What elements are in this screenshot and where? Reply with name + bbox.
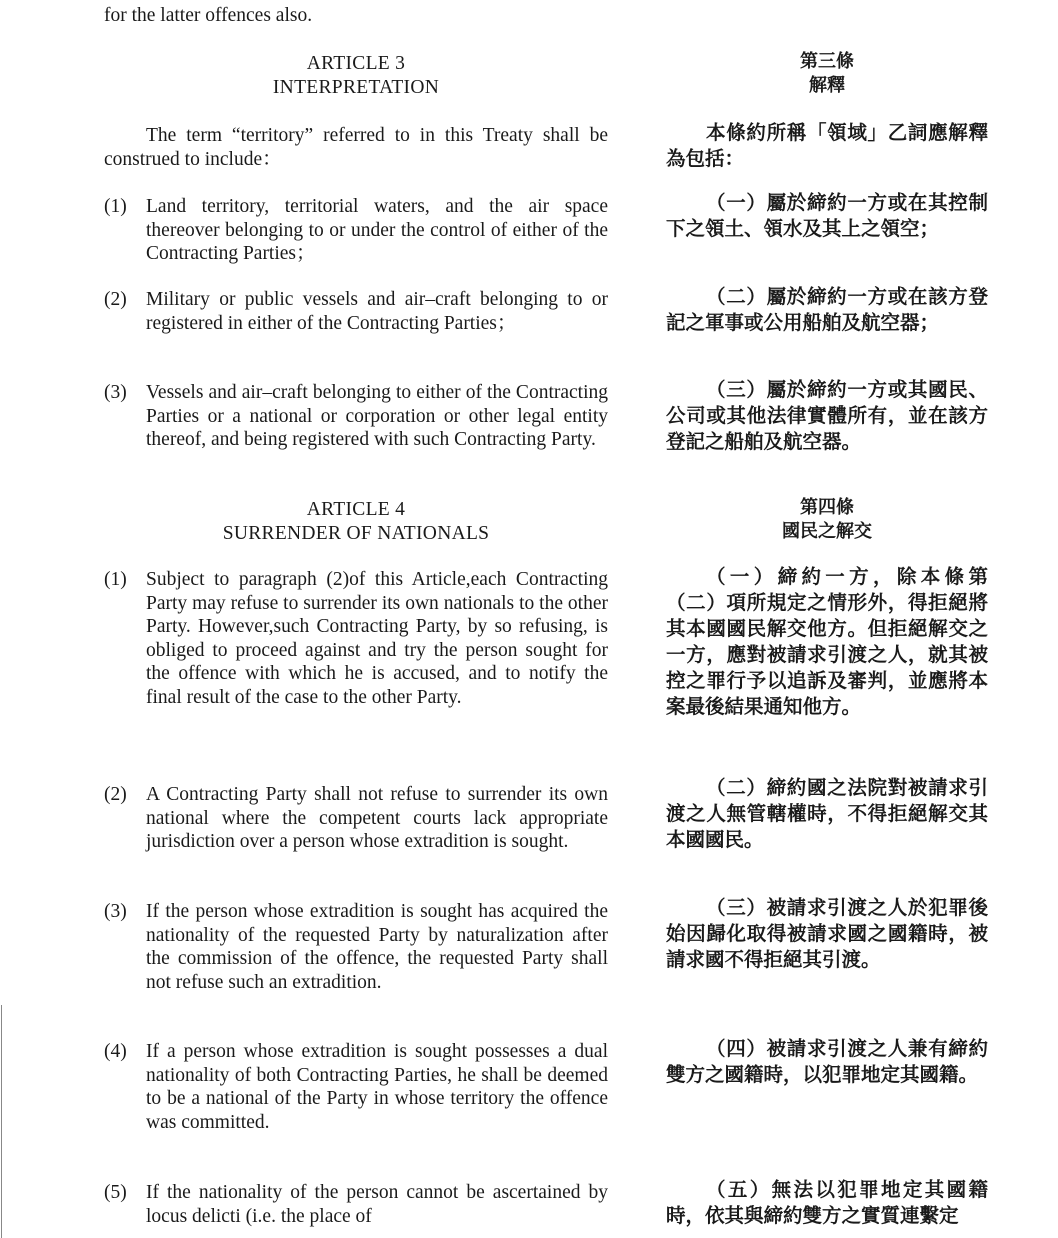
item-text: Military or public vessels and air–craft belonging to or registered in either of the Contracting Parties； bbox=[146, 289, 608, 334]
article3-item-1-zh: （一）屬於締約一方或在其控制下之領土、領水及其上之領空； bbox=[666, 191, 988, 240]
article3-title-zh: 第三條 bbox=[800, 51, 854, 72]
article3-item-1-en bbox=[104, 195, 608, 266]
article4-item-1-zh: （一）締約一方，除本條第（二）項所規定之情形外，得拒絕將其本國國民解交他方。但拒絕解交之一方，應對被請求引渡之人，就其被控之罪行予以追訴及審判，並應將本案最後結果通知他方。 bbox=[666, 565, 988, 718]
article4-item-5-zh: （五）無法以犯罪地定其國籍時，依其與締約雙方之實質連繫定 bbox=[666, 1178, 988, 1227]
article3-item-2-zh: （二）屬於締約一方或在該方登記之軍事或公用船舶及航空器； bbox=[666, 285, 988, 334]
article3-item-3-en bbox=[104, 381, 608, 452]
article4-item-2-zh: （二）締約國之法院對被請求引渡之人無管轄權時，不得拒絕解交其本國國民。 bbox=[666, 776, 988, 851]
article3-intro-zh: 本條約所稱「領域」乙詞應解釋為包括： bbox=[666, 121, 988, 170]
article4-item-1-en bbox=[104, 568, 608, 709]
article4-subtitle-en: SURRENDER OF NATIONALS bbox=[222, 523, 490, 544]
article4-item-3-en bbox=[104, 900, 608, 994]
item-text: If the person whose extradition is sought has acquired the nationality of the requested Party by naturalization after the commission of the offence, the requested Party shall not refuse such an extradition. bbox=[146, 901, 608, 993]
item-number: (1) bbox=[104, 569, 127, 590]
article4-item-4-zh: （四）被請求引渡之人兼有締約雙方之國籍時，以犯罪地定其國籍。 bbox=[666, 1037, 988, 1086]
article4-item-3-zh: （三）被請求引渡之人於犯罪後始因歸化取得被請求國之國籍時，被請求國不得拒絕其引渡。 bbox=[666, 896, 988, 971]
page-edge-line bbox=[1, 1005, 2, 1238]
item-number: (5) bbox=[104, 1182, 127, 1203]
item-text: If the nationality of the person cannot be ascertained by locus delicti (i.e. the place of bbox=[146, 1182, 608, 1227]
article3-title-en: ARTICLE 3 bbox=[306, 53, 406, 74]
item-number: (3) bbox=[104, 901, 127, 922]
item-number: (2) bbox=[104, 784, 127, 805]
article4-item-2-en bbox=[104, 783, 608, 854]
item-number: (4) bbox=[104, 1041, 127, 1062]
article3-item-3-zh: （三）屬於締約一方或其國民、公司或其他法律實體所有，並在該方登記之船舶及航空器。 bbox=[666, 378, 988, 453]
article4-title-en: ARTICLE 4 bbox=[306, 499, 406, 520]
article3-item-2-en bbox=[104, 288, 608, 335]
article4-item-5-en bbox=[104, 1181, 608, 1228]
item-number: (3) bbox=[104, 382, 127, 403]
article4-title-zh: 第四條 bbox=[800, 497, 854, 518]
item-text: If a person whose extradition is sought possesses a dual nationality of both Contracting Parties, he shall be deemed to be a national of the Party in whose territory the offence was committed. bbox=[146, 1041, 608, 1133]
article4-subtitle-zh: 國民之解交 bbox=[782, 521, 872, 542]
fragment-text: for the latter offences also. bbox=[104, 5, 313, 26]
item-text: A Contracting Party shall not refuse to surrender its own national where the competent courts lack appropriate jurisdiction over a person whose extradition is sought. bbox=[146, 784, 608, 852]
article3-intro-en: The term “territory” referred to in this Treaty shall be construed to include： bbox=[104, 125, 608, 170]
item-text: Subject to paragraph (2)of this Article,each Contracting Party may refuse to surrender its own nationals to the other Party. However,such Contracting Party, by so refusing, is obliged to proceed against and try the person sought for the offence with which he is accused, and to notify the final result of the case to the other Party. bbox=[146, 569, 608, 708]
item-text: Vessels and air–craft belonging to either of the Contracting Parties or a national or corporation or other legal entity thereof, and being registered with such Contracting Party. bbox=[146, 382, 608, 450]
article4-item-4-en bbox=[104, 1040, 608, 1134]
article3-subtitle-zh: 解釋 bbox=[809, 75, 845, 96]
item-text: Land territory, territorial waters, and the air space thereover belonging to or under the control of either of the Contracting Parties； bbox=[146, 196, 608, 264]
item-number: (1) bbox=[104, 196, 127, 217]
article3-subtitle-en: INTERPRETATION bbox=[272, 77, 440, 98]
item-number: (2) bbox=[104, 289, 127, 310]
